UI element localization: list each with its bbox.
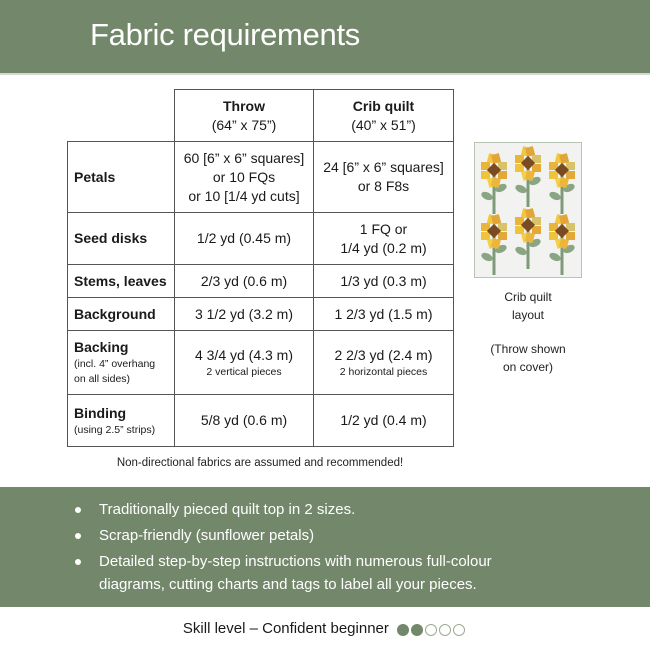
cell-line: 24 [6” x 6” squares] xyxy=(323,159,444,175)
skill-level-label: Skill level – Confident beginner xyxy=(182,620,389,637)
list-item xyxy=(72,550,539,596)
empty-circle-icon xyxy=(425,624,437,636)
column-header-throw xyxy=(175,90,314,142)
cell-line: 1/4 yd (0.2 m) xyxy=(340,239,427,256)
column-size: (64” x 75”) xyxy=(211,116,277,133)
bullet-icon xyxy=(75,533,81,539)
table-note: Non-directional fabrics are assumed and recommended! xyxy=(116,457,404,469)
features-band xyxy=(0,487,650,607)
feature-text: Scrap-friendly (sunflower petals) xyxy=(99,527,315,544)
row-label-cell xyxy=(68,395,175,447)
bullet-icon xyxy=(75,507,81,513)
row-label: Petals xyxy=(68,142,175,213)
feature-text: Detailed step-by-step instructions with numerous full-colour diagrams, cutting charts and tags to label all your pieces. xyxy=(99,553,492,593)
illustration-caption xyxy=(468,288,588,324)
throw-cell xyxy=(175,213,314,265)
cell-line: or 8 F8s xyxy=(357,178,410,194)
cell-line: or 10 [1/4 yd cuts] xyxy=(188,187,300,204)
crib-cell xyxy=(314,265,454,298)
empty-header-cell xyxy=(68,90,175,142)
cell-note: 2 horizontal pieces xyxy=(339,365,428,378)
caption-line: (Throw shown xyxy=(490,342,566,356)
divider xyxy=(0,73,650,75)
row-sublabel: (using 2.5” strips) xyxy=(74,423,156,436)
feature-list xyxy=(72,498,592,599)
row-label: Stems, leaves xyxy=(68,265,175,298)
cell-line: 2/3 yd (0.6 m) xyxy=(200,272,288,289)
list-item xyxy=(72,524,592,547)
table-row xyxy=(68,213,454,265)
sunflower-quilt-illustration xyxy=(475,143,581,277)
crib-cell xyxy=(314,331,454,395)
header-band xyxy=(0,0,650,73)
table-row xyxy=(68,331,454,395)
throw-cell xyxy=(175,142,314,213)
feature-text: Traditionally pieced quilt top in 2 sizes. xyxy=(99,501,356,518)
cell-line: 1 FQ or xyxy=(359,220,408,237)
caption-line: Crib quilt xyxy=(504,290,552,304)
row-label-cell xyxy=(68,331,175,395)
bullet-icon xyxy=(75,559,81,565)
table-row xyxy=(68,395,454,447)
illustration-subcaption xyxy=(468,340,588,376)
row-label: Binding xyxy=(74,404,127,421)
caption-line: on cover) xyxy=(502,360,554,374)
throw-cell xyxy=(175,265,314,298)
cell-line: 1/2 yd (0.4 m) xyxy=(340,412,427,428)
skill-level xyxy=(0,620,650,638)
throw-cell xyxy=(175,298,314,331)
table-row xyxy=(68,265,454,298)
column-size: (40” x 51”) xyxy=(351,116,416,133)
crib-cell xyxy=(314,213,454,265)
empty-circle-icon xyxy=(439,624,451,636)
cell-line: 4 3/4 yd (4.3 m) xyxy=(194,346,294,363)
column-name: Crib quilt xyxy=(352,97,415,114)
list-item xyxy=(72,498,592,521)
table-header-row xyxy=(68,90,454,142)
table-row xyxy=(68,298,454,331)
crib-cell xyxy=(314,298,454,331)
caption-line: layout xyxy=(511,308,545,322)
table-row xyxy=(68,142,454,213)
crib-cell xyxy=(314,142,454,213)
fabric-requirements-table xyxy=(67,89,454,447)
cell-line: 5/8 yd (0.6 m) xyxy=(200,412,288,428)
column-name: Throw xyxy=(223,97,265,114)
row-label: Background xyxy=(68,298,175,331)
row-label: Seed disks xyxy=(68,213,175,265)
row-sublabel: (incl. 4” overhang on all sides) xyxy=(74,358,156,385)
crib-quilt-layout-image xyxy=(474,142,582,278)
row-label: Backing xyxy=(74,339,129,355)
cell-line: 2 2/3 yd (2.4 m) xyxy=(334,346,433,363)
skill-rating xyxy=(397,621,467,638)
filled-circle-icon xyxy=(397,624,409,636)
cell-line: or 10 FQs xyxy=(212,168,276,185)
cell-line: 1/3 yd (0.3 m) xyxy=(340,272,427,289)
cell-note: 2 vertical pieces xyxy=(206,365,282,378)
crib-cell xyxy=(314,395,454,447)
cell-line: 3 1/2 yd (3.2 m) xyxy=(194,305,294,322)
filled-circle-icon xyxy=(411,624,423,636)
throw-cell xyxy=(175,331,314,395)
throw-cell xyxy=(175,395,314,447)
cell-line: 1 2/3 yd (1.5 m) xyxy=(334,305,433,322)
column-header-crib xyxy=(314,90,454,142)
cell-line: 1/2 yd (0.45 m) xyxy=(196,230,292,246)
cell-line: 60 [6” x 6” squares] xyxy=(183,149,305,166)
empty-circle-icon xyxy=(453,624,465,636)
page-title: Fabric requirements xyxy=(90,17,360,52)
